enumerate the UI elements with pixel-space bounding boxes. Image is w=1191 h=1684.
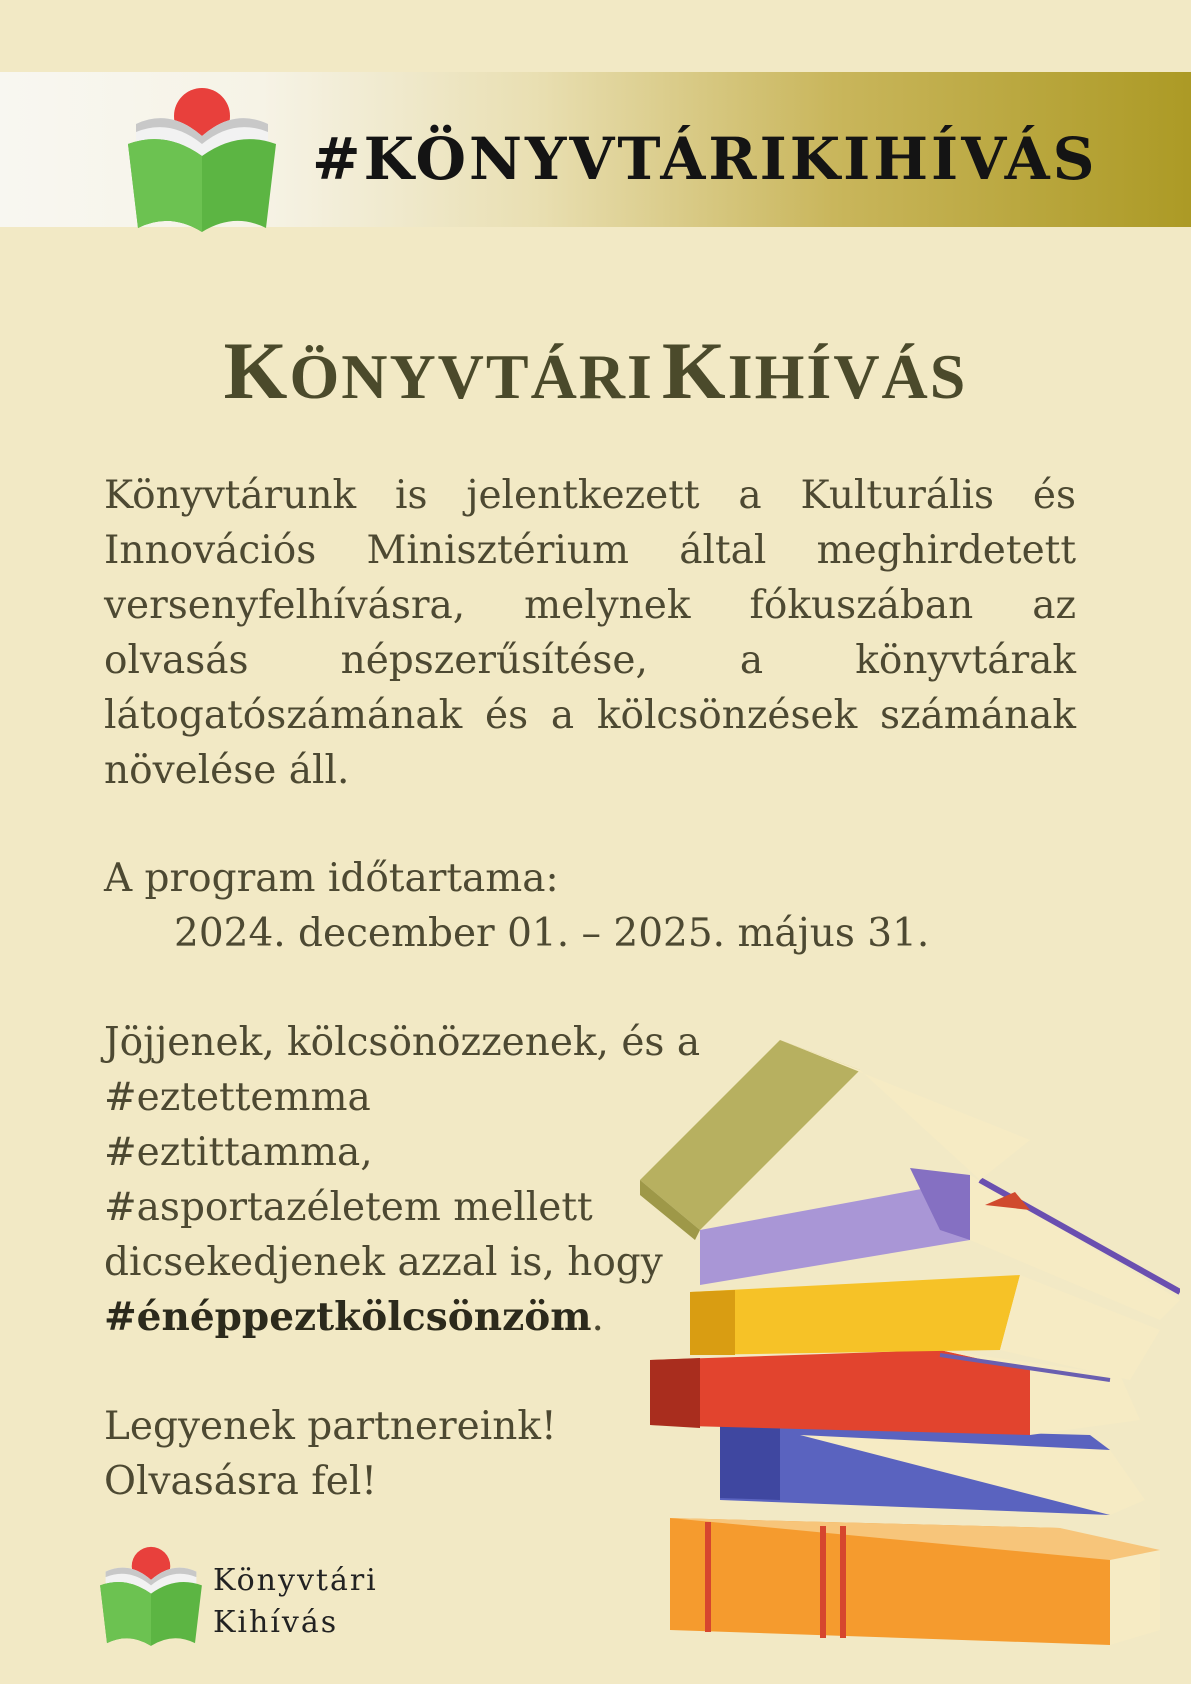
footer-brand-line: Kihívás — [213, 1605, 339, 1640]
invitation-line: Jöjjenek, kölcsönözzenek, és a — [104, 1020, 701, 1065]
hashtag-line: #asportazéletem mellett — [104, 1185, 593, 1230]
orange-book — [670, 1518, 1160, 1645]
title-word-konyvtari: ÖNYVTÁRI — [289, 341, 654, 412]
closing-paragraph — [104, 1399, 557, 1509]
footer-brand-line: Könyvtári — [213, 1563, 378, 1598]
bold-hashtag: #énéppeztkölcsönzöm — [104, 1294, 592, 1340]
title-initial-k: K — [661, 325, 728, 416]
page-title — [0, 325, 1191, 416]
open-book-with-rising-sun-icon — [96, 1540, 206, 1650]
closing-line: Olvasásra fel! — [104, 1459, 377, 1504]
program-dates: 2024. december 01. – 2025. május 31. — [174, 911, 930, 956]
intro-paragraph: Könyvtárunk is jelentkezett a Kulturális és Innovációs Minisztérium által meghirdetett versenyfelhívásra, melynek fókuszában az olvasás népszerűsítése, a könyvtárak látogatószámának és a kölcsönzések számának növelése áll. — [104, 473, 1076, 793]
program-duration-label: A program időtartama: — [104, 856, 559, 901]
title-initial-k: K — [223, 325, 290, 416]
stack-of-books-icon — [640, 1030, 1180, 1660]
title-word-kihivas: IHÍVÁS — [727, 341, 968, 412]
footer-brand-text — [213, 1560, 378, 1644]
blue-book — [720, 1425, 1145, 1515]
hashtag-line: #eztettemma — [104, 1075, 371, 1120]
hashtag-title: #KÖNYVTÁRIKIHÍVÁS — [312, 125, 1098, 193]
hashtag-line: #eztittamma, — [104, 1130, 373, 1175]
invitation-line: dicsekedjenek azzal is, hogy — [104, 1240, 663, 1285]
period: . — [591, 1295, 604, 1340]
open-book-with-rising-sun-icon — [122, 78, 282, 238]
closing-line: Legyenek partnereink! — [104, 1404, 557, 1449]
